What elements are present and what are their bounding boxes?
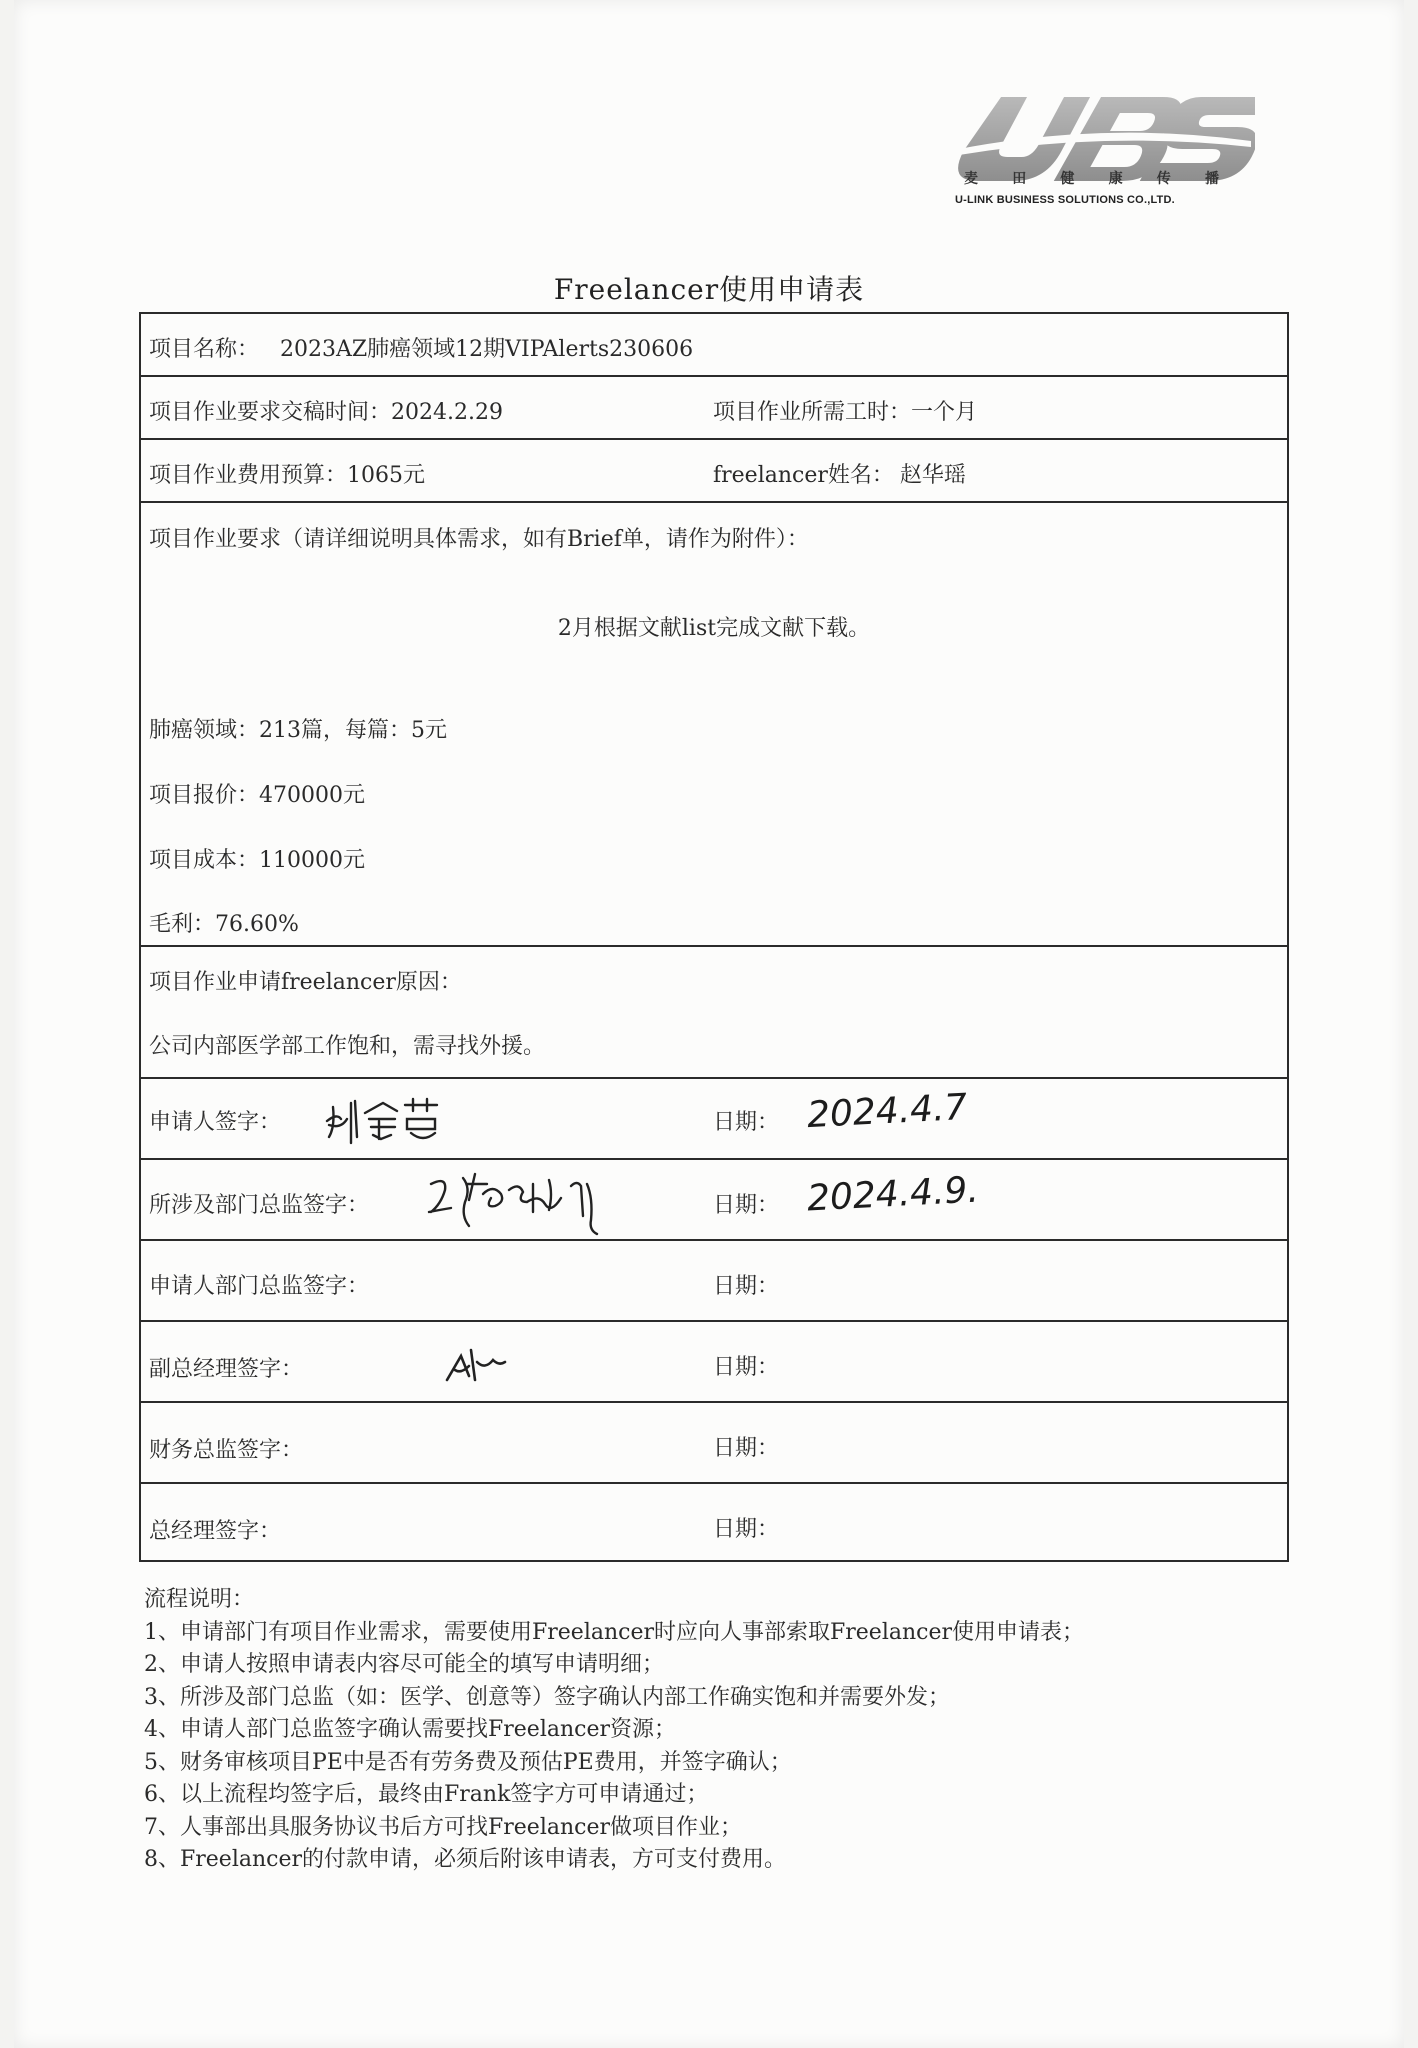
process-note-item: 2、申请人按照申请表内容尽可能全的填写申请明细； xyxy=(144,1652,664,1677)
requirements-summary: 2月根据文献list完成文献下载。 xyxy=(557,616,871,641)
process-note-item: 5、财务审核项目PE中是否有劳务费及预估PE费用，并签字确认； xyxy=(144,1749,792,1775)
reason-text: 公司内部医学部工作饱和，需寻找外援。 xyxy=(149,1034,546,1059)
reason-label: 项目作业申请freelancer原因： xyxy=(149,970,462,995)
signoff-row-vice-gm xyxy=(141,1322,1287,1403)
signoff-date-label: 日期： xyxy=(713,1193,780,1218)
logo-char: 传 xyxy=(1156,171,1171,187)
budget-row xyxy=(141,440,1287,503)
signoff-label: 总经理签字： xyxy=(149,1519,282,1544)
process-note-item: 3、所涉及部门总监（如：医学、创意等）签字确认内部工作确实饱和并需要外发； xyxy=(144,1684,950,1710)
logo-char: 田 xyxy=(1012,171,1027,187)
logo-chinese-name xyxy=(964,168,1219,188)
process-note-item: 1、申请部门有项目作业需求，需要使用Freelancer时应向人事部索取Freelancer使用申请表； xyxy=(144,1619,1084,1645)
requirements-row xyxy=(141,503,1287,947)
signoff-label: 副总经理签字： xyxy=(149,1357,304,1382)
signoff-row-applicant xyxy=(141,1079,1287,1160)
logo-char: 麦 xyxy=(964,171,978,187)
application-form-table xyxy=(139,312,1289,1562)
vice-gm-handwritten-signature xyxy=(441,1340,531,1390)
applicant-date-value: 2024.4.7 xyxy=(806,1086,969,1137)
requirements-label: 项目作业要求（请详细说明具体需求，如有Brief单，请作为附件）： xyxy=(149,527,809,552)
project-name-label: 项目名称： xyxy=(149,337,260,362)
signoff-row-finance-director xyxy=(141,1403,1287,1484)
signoff-date-label: 日期： xyxy=(713,1274,780,1299)
signoff-label: 申请人签字： xyxy=(149,1110,282,1135)
signoff-date-label: 日期： xyxy=(713,1355,780,1380)
freelancer-name-label: freelancer姓名： xyxy=(713,463,894,488)
process-notes xyxy=(144,1584,1344,1877)
logo-char: 健 xyxy=(1060,171,1075,187)
signoff-label: 所涉及部门总监签字： xyxy=(149,1193,370,1218)
process-notes-title: 流程说明： xyxy=(144,1587,255,1612)
project-name-value: 2023AZ肺癌领域12期VIPAlerts230606 xyxy=(280,337,694,362)
project-name-row xyxy=(141,314,1287,377)
freelancer-name-value: 赵华瑶 xyxy=(899,463,966,488)
signoff-row-dept-director xyxy=(141,1160,1287,1241)
signoff-row-general-manager xyxy=(141,1484,1287,1562)
deadline-row xyxy=(141,377,1287,440)
dept-director-handwritten-signature xyxy=(423,1164,613,1244)
deadline-value: 2024.2.29 xyxy=(391,400,503,425)
budget-value: 1065元 xyxy=(347,463,426,488)
reason-row xyxy=(141,947,1287,1079)
signoff-row-applicant-dept-director xyxy=(141,1241,1287,1322)
requirements-line: 项目成本：110000元 xyxy=(149,848,365,873)
budget-label: 项目作业费用预算： xyxy=(149,463,348,488)
signoff-date-label: 日期： xyxy=(713,1436,780,1461)
hours-value: 一个月 xyxy=(911,400,978,425)
signoff-label: 申请人部门总监签字： xyxy=(149,1274,370,1299)
form-title: Freelancer使用申请表 xyxy=(553,273,865,306)
process-note-item: 6、以上流程均签字后，最终由Frank签字方可申请通过； xyxy=(144,1782,709,1807)
requirements-line: 肺癌领域：213篇，每篇：5元 xyxy=(149,718,447,743)
logo-char: 康 xyxy=(1108,171,1123,187)
logo-char: 播 xyxy=(1204,171,1219,187)
dept-director-date-value: 2024.4.9. xyxy=(806,1169,980,1220)
requirements-line: 项目报价：470000元 xyxy=(149,783,365,808)
hours-label: 项目作业所需工时： xyxy=(713,400,912,425)
signoff-date-label: 日期： xyxy=(713,1110,780,1135)
deadline-label: 项目作业要求交稿时间： xyxy=(149,400,392,425)
requirements-line: 毛利：76.60% xyxy=(149,912,299,937)
signoff-date-label: 日期： xyxy=(713,1517,780,1542)
signoff-label: 财务总监签字： xyxy=(149,1438,304,1463)
logo-english-name: U-LINK BUSINESS SOLUTIONS CO.,LTD. xyxy=(955,194,1175,206)
process-note-item: 4、申请人部门总监签字确认需要找Freelancer资源； xyxy=(144,1717,676,1742)
process-note-item: 7、人事部出具服务协议书后方可找Freelancer做项目作业； xyxy=(144,1814,742,1840)
applicant-handwritten-signature xyxy=(319,1085,449,1149)
process-note-item: 8、Freelancer的付款申请，必须后附该申请表，方可支付费用。 xyxy=(144,1847,786,1872)
